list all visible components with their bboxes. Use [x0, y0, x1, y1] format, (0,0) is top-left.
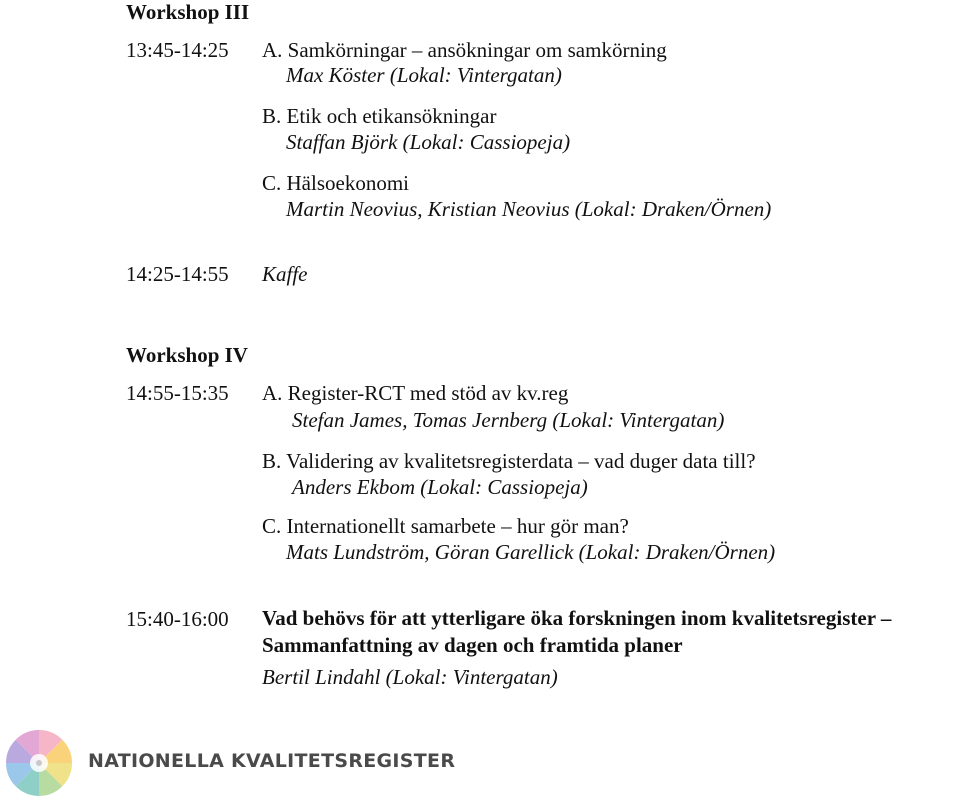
workshop-4-item-c-speaker: Mats Lundström, Göran Garellick (Lokal: Draken/Örnen) [286, 540, 776, 564]
workshop-3-item-a-title: A. Samkörningar – ansökningar om samkörning [262, 38, 667, 62]
workshop-4-item-c-title: C. Internationellt samarbete – hur gör man? [262, 514, 629, 538]
workshop-4-item-b-speaker: Anders Ekbom (Lokal: Cassiopeja) [292, 475, 588, 499]
workshop-3-item-b-speaker: Staffan Björk (Lokal: Cassiopeja) [286, 130, 571, 154]
workshop-3-heading: Workshop III [126, 0, 250, 24]
break-label: Kaffe [262, 262, 308, 286]
color-wheel-logo-icon [4, 728, 74, 798]
workshop-4-item-b-title: B. Validering av kvalitetsregisterdata – vad duger data till? [262, 449, 756, 473]
workshop-4-heading: Workshop IV [126, 343, 248, 367]
workshop-3-item-c-title: C. Hälsoekonomi [262, 171, 409, 195]
workshop-3-item-a-speaker: Max Köster (Lokal: Vintergatan) [286, 63, 562, 87]
closing-title-line-2: Sammanfattning av dagen och framtida planer [262, 633, 683, 657]
closing-speaker: Bertil Lindahl (Lokal: Vintergatan) [262, 665, 558, 689]
workshop-4-item-a-title: A. Register-RCT med stöd av kv.reg [262, 381, 569, 405]
workshop-4-item-a-speaker: Stefan James, Tomas Jernberg (Lokal: Vintergatan) [292, 408, 725, 432]
workshop-3-time: 13:45-14:25 [126, 38, 229, 62]
workshop-4-time: 14:55-15:35 [126, 381, 229, 405]
footer [0, 728, 960, 801]
workshop-3-item-b-title: B. Etik och etikansökningar [262, 104, 497, 128]
break-time: 14:25-14:55 [126, 262, 229, 286]
closing-time: 15:40-16:00 [126, 607, 229, 631]
workshop-3-item-c-speaker: Martin Neovius, Kristian Neovius (Lokal: Draken/Örnen) [286, 197, 772, 221]
closing-title-line-1: Vad behövs för att ytterligare öka forskningen inom kvalitetsregister – [262, 606, 892, 630]
logo-text: NATIONELLA KVALITETSREGISTER [88, 750, 456, 772]
